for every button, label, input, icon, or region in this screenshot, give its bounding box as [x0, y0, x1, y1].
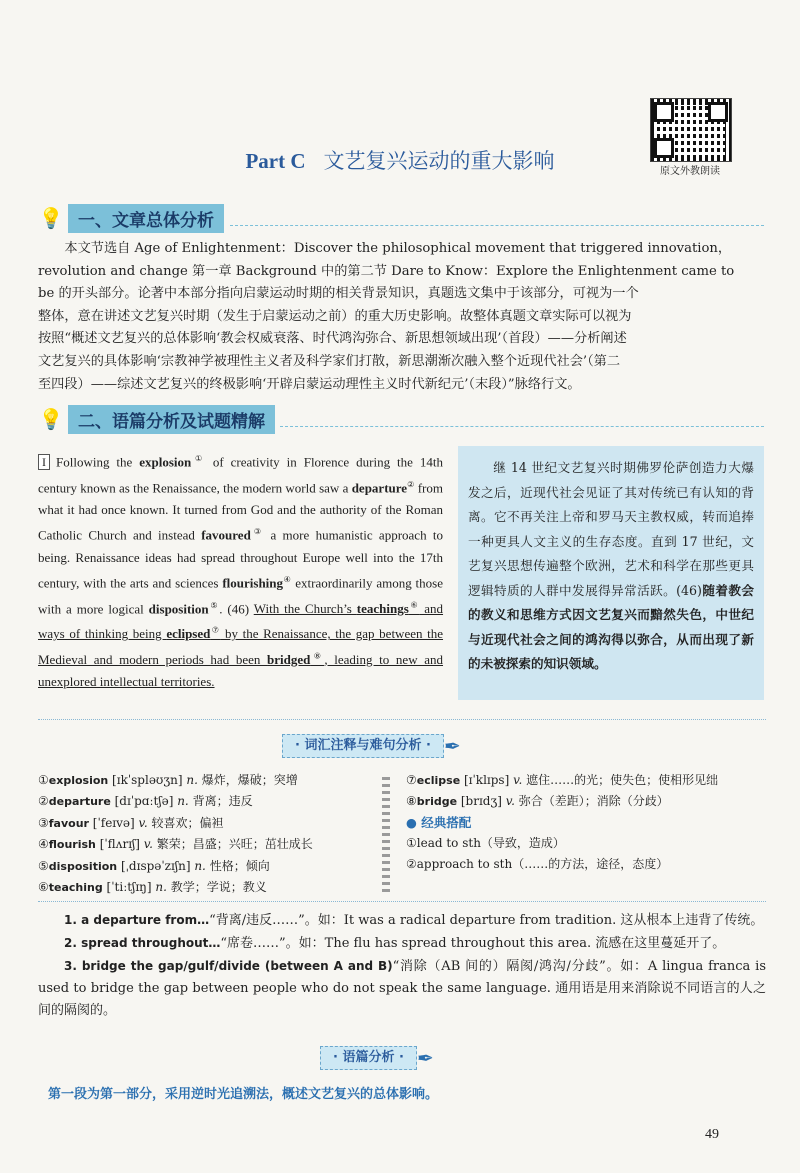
- vocab-entry: [38, 834, 378, 855]
- vocab-num: ⑦: [406, 773, 417, 787]
- overall-line: 文艺复兴的具体影响‘宗教神学被理性主义者及科学家们打散，新思潮渐次融入整个近现代社会’（第二: [38, 353, 621, 369]
- vocab-word: teachings: [356, 600, 409, 616]
- vocab-num: ③: [38, 815, 49, 830]
- vocab-ipa: [ˈfeɪvə]: [88, 815, 139, 830]
- footnote-mark: ④: [283, 575, 292, 584]
- note-text: “消除（AB 间的）隔阂/鸿沟/分歧”。如：A lingua franca is used to bridge the gap between people who do not speak the same language. 通用语是用来消除说不同语言的人之间的隔阂的。: [38, 959, 766, 1018]
- quill-pen-icon: ✒: [416, 1046, 434, 1070]
- overall-line: 本文节选自 Age of Enlightenment：Discover the philosophical movement that triggered innovation，: [64, 241, 732, 256]
- vocab-headword: bridge: [416, 795, 458, 809]
- vocab-def: 较喜欢；偏袒: [151, 815, 224, 830]
- footnote-mark: ①: [191, 454, 206, 463]
- footnote-mark: ②: [407, 479, 415, 489]
- collocation-item: ①lead to sth（导致，造成）: [406, 836, 565, 851]
- vocab-pos: n.: [155, 880, 171, 895]
- vocab-def: 繁荣；昌盛；兴旺；茁壮成长: [156, 837, 313, 852]
- overall-line: be 的开头部分。论著中本部分指向启蒙运动时期的相关背景知识，真题选文集中于该部分，可视为一个: [38, 286, 639, 302]
- passage-text: . (46): [219, 600, 254, 616]
- page-title: [0, 145, 800, 175]
- passage-text: extraordinarily among those with a more logical: [38, 575, 444, 616]
- vocab-word: explosion: [139, 454, 192, 470]
- vocab-num: ④: [38, 837, 49, 852]
- vocab-entry: [38, 791, 378, 812]
- vocab-entry: [38, 770, 378, 791]
- vocab-entry: [38, 877, 378, 898]
- title-text: 文艺复兴运动的重大影响: [323, 149, 555, 173]
- page-number: 49: [705, 1127, 719, 1142]
- overall-line: revolution and change 第一章 Background 中的第二节 Dare to Know：Explore the Enlightenment came to: [38, 263, 735, 279]
- vocab-headword: teaching: [48, 881, 103, 895]
- lightbulb-icon: 💡: [38, 206, 64, 230]
- section2-rule: [280, 426, 764, 428]
- vocab-pos: n.: [194, 858, 210, 873]
- vocab-word: favoured: [201, 527, 251, 543]
- vocab-def: 爆炸，爆破；突增: [201, 773, 298, 787]
- vocab-num: ⑧: [406, 794, 417, 809]
- lightbulb-icon: 💡: [38, 407, 64, 431]
- footnote-mark: ⑦: [210, 626, 221, 636]
- analysis-title-wrap: [320, 1046, 434, 1070]
- title-part: Part C: [245, 149, 306, 173]
- section2-header: [38, 406, 275, 432]
- vocab-word: departure: [351, 479, 408, 495]
- note-phrase: 3. bridge the gap/gulf/divide (between A and B): [64, 959, 393, 973]
- vocab-def: 性格；倾向: [209, 858, 270, 873]
- footnote-mark: ③: [250, 527, 265, 537]
- vocab-num: ⑤: [38, 858, 49, 873]
- passage-text: by the Renaissance, the gap between the Medieval and modern periods had been: [38, 626, 444, 667]
- vocab-word: disposition: [148, 600, 209, 616]
- vocab-pos: n.: [177, 794, 193, 809]
- vocab-entry: [406, 770, 766, 791]
- vocab-pos: v.: [505, 794, 519, 809]
- note-text: “背离/违反……”。如：It was a radical departure from tradition. 这从根本上违背了传统。: [209, 913, 764, 928]
- footnote-mark: ⑥: [408, 600, 420, 610]
- translation-text: [468, 456, 754, 677]
- vocab-headword: flourish: [48, 838, 96, 852]
- collocation-item: ②approach to sth（……的方法，途径，态度）: [406, 856, 669, 871]
- vocab-entry: [38, 856, 378, 877]
- english-passage: [38, 448, 443, 693]
- collocation-head-text: 经典搭配: [421, 814, 472, 830]
- vocab-headword: favour: [48, 816, 89, 830]
- dotted-divider: [38, 901, 766, 902]
- note-phrase: 2. spread throughout…: [64, 936, 221, 950]
- vocab-ipa: [ˈtiːtʃɪŋ]: [102, 880, 156, 895]
- vocab-ipa: [ˌdɪspəˈzɪʃn]: [117, 858, 195, 873]
- overall-analysis: [38, 238, 764, 396]
- quill-pen-icon: ✒: [443, 734, 461, 758]
- collocation-header: ● 经典搭配: [406, 814, 472, 830]
- vocab-headword: disposition: [48, 859, 118, 873]
- paragraph-number: I: [38, 454, 50, 470]
- vocab-pos: v.: [138, 815, 152, 830]
- vocab-ipa: [dɪˈpɑːtʃə]: [110, 794, 178, 809]
- vocab-word: bridged: [267, 651, 311, 667]
- overall-line: 整体，意在讲述文艺复兴时期（发生于启蒙运动之前）的重大历史影响。故整体真题文章实际可以视为: [38, 308, 632, 324]
- passage-text: and ways of thinking being: [38, 600, 444, 642]
- translation-box: [458, 446, 764, 700]
- spiral-divider: [382, 777, 390, 895]
- passage-text: from what it had once known. It turned from God and the authority of the Roman Catholic Church and instead: [38, 479, 443, 543]
- vocab-list-left: [38, 770, 378, 898]
- vocab-word: eclipsed: [166, 626, 211, 642]
- note-text: “席卷……”。如：The flu has spread throughout this area. 流感在这里蔓延开了。: [220, 936, 726, 951]
- vocab-title-wrap: [282, 734, 461, 758]
- passage-text: Following the: [56, 454, 140, 470]
- sentence-notes: [38, 909, 766, 1022]
- vocab-num: ⑥: [38, 880, 49, 895]
- vocab-headword: departure: [48, 795, 111, 809]
- vocab-ipa: [ɪkˈspləʊʒn]: [108, 773, 187, 787]
- vocab-word: flourishing: [222, 575, 284, 591]
- passage-text: , leading to new and unexplored intellectual territories.: [38, 651, 444, 690]
- vocab-entry: [38, 813, 378, 834]
- vocab-ipa: [brɪdʒ]: [457, 794, 506, 809]
- footnote-mark: ⑧: [310, 651, 325, 661]
- vocab-headword: eclipse: [416, 774, 461, 787]
- vocab-list-right: [406, 770, 766, 874]
- vocab-pos: v.: [143, 837, 157, 852]
- section2-label: 二、语篇分析及试题精解: [68, 405, 275, 434]
- section1-header: [38, 205, 224, 231]
- overall-line: 按照“概述文艺复兴的总体影响‘教会权威衰落、时代鸿沟弥合、新思想领域出现’（首段）——分析阐述: [38, 331, 627, 347]
- vocab-ipa: [ˈflʌrɪʃ]: [95, 837, 144, 852]
- analysis-title: · 语篇分析 ·: [320, 1046, 417, 1070]
- translation-normal: 继 14 世纪文艺复兴时期佛罗伦萨创造力大爆发之后，近现代社会见证了其对传统已有认知的背离。它不再关注上帝和罗马天主教权威，转而追捧一种更具人文主义的生存态度。直到 17 世纪，文艺复兴思想传遍整个欧洲，艺术和科学在那些更具逻辑特质的人群中发展得异常活跃。(46): [468, 460, 754, 598]
- vocab-entry: [406, 791, 766, 812]
- vocab-num: ②: [38, 794, 49, 809]
- section1-rule: [230, 225, 764, 227]
- passage-text: a more humanistic approach to being. Renaissance ideas had spread throughout Europe well into the 17th century, with the arts and sciences: [38, 527, 444, 591]
- passage-text: With the Church’s: [253, 600, 357, 616]
- vocab-def: 遮住……的光；使失色；使相形见绌: [526, 773, 719, 787]
- vocab-num: ①: [38, 773, 49, 787]
- vocab-title: · 词汇注释与难句分析 ·: [282, 734, 444, 758]
- note-item: [38, 955, 766, 1022]
- note-item: [38, 909, 766, 932]
- translation-highlight: 随着教会的教义和思维方式因文艺复兴而黯然失色，中世纪与近现代社会之间的鸿沟得以弥合，从而出现了新的未被探索的知识领域。: [468, 582, 754, 671]
- vocab-headword: explosion: [48, 774, 109, 787]
- footnote-mark: ⑤: [208, 600, 220, 610]
- dotted-divider: [38, 719, 766, 720]
- vocab-def: 背离；违反: [192, 794, 253, 809]
- section1-label: 一、文章总体分析: [68, 204, 224, 233]
- analysis-text: 第一段为第一部分，采用逆时光追溯法，概述文艺复兴的总体影响。: [48, 1087, 439, 1102]
- note-item: [38, 932, 766, 955]
- note-phrase: 1. a departure from…: [64, 913, 210, 927]
- vocab-def: 教学；学说；教义: [170, 880, 267, 895]
- vocab-pos: n.: [186, 773, 202, 787]
- overall-line: 至四段）——综述文艺复兴的终极影响‘开辟启蒙运动理性主义时代新纪元’（末段）”脉络行文。: [38, 376, 581, 392]
- qr-label: 原文外教朗读: [660, 166, 720, 177]
- vocab-pos: v.: [513, 773, 527, 787]
- vocab-ipa: [ɪˈklɪps]: [460, 773, 514, 787]
- vocab-def: 弥合（差距）；消除（分歧）: [518, 794, 669, 809]
- passage-text: of creativity in Florence during the 14th century known as the Renaissance, the modern world saw a: [38, 454, 443, 495]
